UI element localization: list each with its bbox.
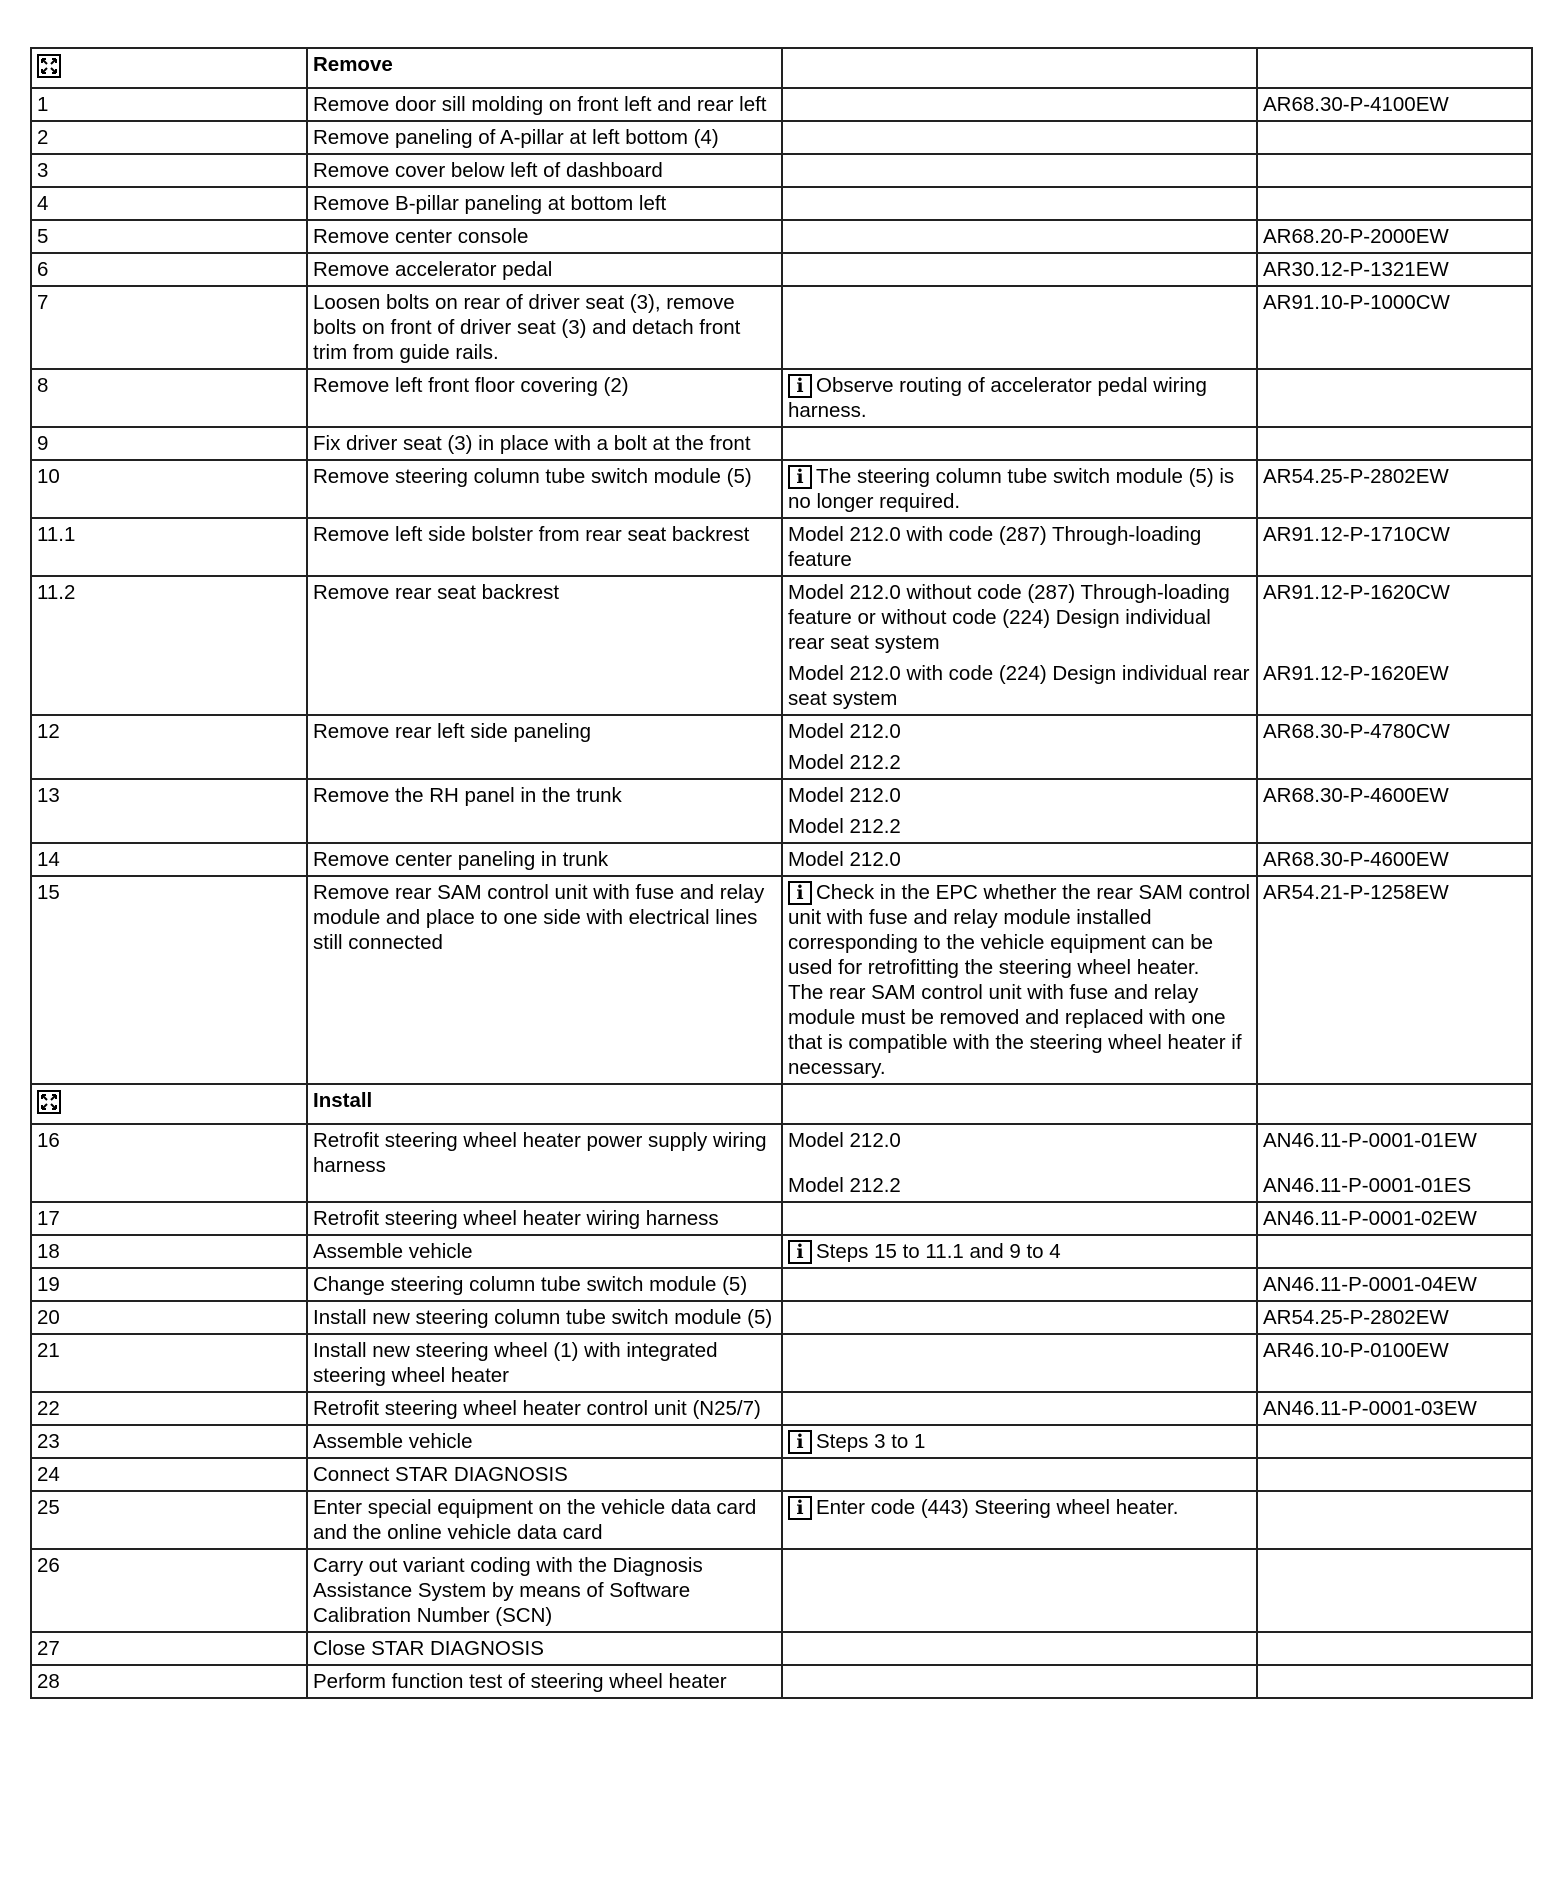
reference-text: AR68.30-P-4600EW xyxy=(1263,848,1449,871)
reference-code xyxy=(1257,286,1532,369)
note-text: Model 212.0 without code (287) Through-loading feature or without code (224) Design individual rear seat system xyxy=(788,581,1230,654)
table-row xyxy=(31,518,1532,576)
table-row xyxy=(31,1235,1532,1268)
table-row xyxy=(31,427,1532,460)
reference-text: AR68.30-P-4100EW xyxy=(1263,93,1449,116)
step-action: Remove center console xyxy=(307,220,782,253)
info-icon: i xyxy=(788,1496,812,1520)
table-row xyxy=(31,121,1532,154)
step-note xyxy=(782,1425,1257,1458)
note-text: Observe routing of accelerator pedal wiring harness. xyxy=(788,374,1207,422)
table-row xyxy=(31,1268,1532,1301)
section-header-remove xyxy=(31,48,1532,88)
table-row xyxy=(31,876,1532,1084)
step-note xyxy=(782,1268,1257,1301)
table-row xyxy=(31,1202,1532,1235)
section-title: Install xyxy=(307,1084,782,1124)
note-text-secondary: Model 212.2 xyxy=(788,751,901,774)
procedure-sheet xyxy=(30,47,1519,1699)
reference-text: AR54.25-P-2802EW xyxy=(1263,1306,1449,1329)
step-note xyxy=(782,88,1257,121)
step-action: Install new steering wheel (1) with integrated steering wheel heater xyxy=(307,1334,782,1392)
step-number: 1 xyxy=(31,88,307,121)
step-number: 8 xyxy=(31,369,307,427)
step-note xyxy=(782,220,1257,253)
reference-code xyxy=(1257,876,1532,1084)
step-note xyxy=(782,460,1257,518)
step-action: Enter special equipment on the vehicle data card and the online vehicle data card xyxy=(307,1491,782,1549)
step-action: Assemble vehicle xyxy=(307,1235,782,1268)
step-note xyxy=(782,1124,1257,1202)
table-row xyxy=(31,1301,1532,1334)
table-row xyxy=(31,1392,1532,1425)
reference-text: AR91.10-P-1000CW xyxy=(1263,291,1450,314)
step-action: Remove B-pillar paneling at bottom left xyxy=(307,187,782,220)
step-action: Remove left side bolster from rear seat backrest xyxy=(307,518,782,576)
step-number: 20 xyxy=(31,1301,307,1334)
step-number: 16 xyxy=(31,1124,307,1202)
reference-code xyxy=(1257,88,1532,121)
note-text-block xyxy=(788,1429,1251,1454)
reference-code xyxy=(1257,715,1532,779)
step-note xyxy=(782,1491,1257,1549)
step-number: 19 xyxy=(31,1268,307,1301)
note-text: Model 212.0 xyxy=(788,784,901,807)
note-text-block xyxy=(788,1495,1251,1520)
step-number: 11.1 xyxy=(31,518,307,576)
reference-code xyxy=(1257,1425,1532,1458)
reference-text: AR68.30-P-4780CW xyxy=(1263,720,1450,743)
note-text: Model 212.0 xyxy=(788,848,901,871)
note-text-block xyxy=(788,464,1251,514)
step-note xyxy=(782,427,1257,460)
note-text-block xyxy=(788,373,1251,423)
table-row xyxy=(31,779,1532,843)
step-number: 18 xyxy=(31,1235,307,1268)
step-action: Remove rear seat backrest xyxy=(307,576,782,715)
step-number: 22 xyxy=(31,1392,307,1425)
note-text-block xyxy=(788,847,1251,872)
reference-text: AN46.11-P-0001-01EW xyxy=(1263,1129,1477,1152)
reference-code xyxy=(1257,1632,1532,1665)
step-note xyxy=(782,253,1257,286)
table-row xyxy=(31,286,1532,369)
reference-text: AR91.12-P-1710CW xyxy=(1263,523,1450,546)
reference-text: AR68.20-P-2000EW xyxy=(1263,225,1449,248)
step-action: Remove paneling of A-pillar at left bottom (4) xyxy=(307,121,782,154)
step-action: Carry out variant coding with the Diagnosis Assistance System by means of Software Calibration Number (SCN) xyxy=(307,1549,782,1632)
step-note xyxy=(782,1235,1257,1268)
step-number: 25 xyxy=(31,1491,307,1549)
info-icon: i xyxy=(788,881,812,905)
step-number: 2 xyxy=(31,121,307,154)
reference-code xyxy=(1257,1665,1532,1698)
step-number: 24 xyxy=(31,1458,307,1491)
table-row xyxy=(31,1632,1532,1665)
reference-text: AR54.25-P-2802EW xyxy=(1263,465,1449,488)
table-row xyxy=(31,1491,1532,1549)
note-text: Check in the EPC whether the rear SAM control unit with fuse and relay module installed corresponding to the vehicle equipment can be used for retrofitting the steering wheel heater. xyxy=(788,881,1251,979)
step-note xyxy=(782,369,1257,427)
step-action: Remove rear left side paneling xyxy=(307,715,782,779)
table-row xyxy=(31,154,1532,187)
note-text-block xyxy=(788,880,1251,980)
step-number: 11.2 xyxy=(31,576,307,715)
reference-code xyxy=(1257,427,1532,460)
step-number: 7 xyxy=(31,286,307,369)
reference-code xyxy=(1257,187,1532,220)
info-icon: i xyxy=(788,1240,812,1264)
step-action: Change steering column tube switch module (5) xyxy=(307,1268,782,1301)
note-text-block xyxy=(788,580,1251,655)
reference-text: AN46.11-P-0001-04EW xyxy=(1263,1273,1477,1296)
reference-code xyxy=(1257,1301,1532,1334)
reference-code xyxy=(1257,1124,1532,1202)
step-number: 21 xyxy=(31,1334,307,1392)
diagnosis-icon xyxy=(37,1090,61,1114)
reference-code xyxy=(1257,843,1532,876)
reference-code xyxy=(1257,121,1532,154)
reference-code xyxy=(1257,1268,1532,1301)
table-row xyxy=(31,1124,1532,1202)
reference-code xyxy=(1257,1334,1532,1392)
note-text: Model 212.0 xyxy=(788,1129,901,1152)
step-number: 5 xyxy=(31,220,307,253)
step-note xyxy=(782,1334,1257,1392)
table-row xyxy=(31,187,1532,220)
reference-code xyxy=(1257,220,1532,253)
note-text-block xyxy=(788,783,1251,808)
table-row xyxy=(31,253,1532,286)
table-row xyxy=(31,1549,1532,1632)
reference-code xyxy=(1257,460,1532,518)
reference-code xyxy=(1257,1549,1532,1632)
step-note xyxy=(782,1458,1257,1491)
step-note xyxy=(782,1632,1257,1665)
step-number: 15 xyxy=(31,876,307,1084)
step-number: 27 xyxy=(31,1632,307,1665)
reference-text-secondary: AR91.12-P-1620EW xyxy=(1263,662,1449,685)
step-note xyxy=(782,1301,1257,1334)
procedure-table xyxy=(30,47,1533,1699)
step-action: Remove accelerator pedal xyxy=(307,253,782,286)
table-row xyxy=(31,1334,1532,1392)
step-action: Remove the RH panel in the trunk xyxy=(307,779,782,843)
reference-text: AR30.12-P-1321EW xyxy=(1263,258,1449,281)
note-text: Model 212.0 with code (287) Through-loading feature xyxy=(788,523,1202,571)
note-text-secondary: Model 212.0 with code (224) Design individual rear seat system xyxy=(788,662,1250,710)
table-row xyxy=(31,220,1532,253)
step-action: Remove center paneling in trunk xyxy=(307,843,782,876)
step-number: 23 xyxy=(31,1425,307,1458)
reference-code xyxy=(1257,154,1532,187)
step-note xyxy=(782,876,1257,1084)
step-action: Retrofit steering wheel heater power supply wiring harness xyxy=(307,1124,782,1202)
reference-code xyxy=(1257,1235,1532,1268)
step-note xyxy=(782,1665,1257,1698)
table-row xyxy=(31,369,1532,427)
table-row xyxy=(31,460,1532,518)
section-header-install xyxy=(31,1084,1532,1124)
step-note xyxy=(782,187,1257,220)
reference-code xyxy=(1257,1458,1532,1491)
reference-text: AN46.11-P-0001-03EW xyxy=(1263,1397,1477,1420)
note-text-block xyxy=(788,719,1251,744)
reference-text: AR54.21-P-1258EW xyxy=(1263,881,1449,904)
step-note xyxy=(782,1392,1257,1425)
step-action: Remove left front floor covering (2) xyxy=(307,369,782,427)
step-number: 14 xyxy=(31,843,307,876)
reference-text-secondary: AN46.11-P-0001-01ES xyxy=(1263,1174,1472,1197)
table-row xyxy=(31,576,1532,715)
step-note xyxy=(782,715,1257,779)
reference-code xyxy=(1257,1392,1532,1425)
step-note xyxy=(782,286,1257,369)
step-action: Assemble vehicle xyxy=(307,1425,782,1458)
step-action: Retrofit steering wheel heater control unit (N25/7) xyxy=(307,1392,782,1425)
table-row xyxy=(31,1425,1532,1458)
step-note xyxy=(782,154,1257,187)
table-row xyxy=(31,1458,1532,1491)
note-text-secondary: Model 212.2 xyxy=(788,1174,901,1197)
step-number: 17 xyxy=(31,1202,307,1235)
step-action: Install new steering column tube switch module (5) xyxy=(307,1301,782,1334)
step-number: 26 xyxy=(31,1549,307,1632)
note-text: Steps 3 to 1 xyxy=(816,1430,926,1453)
reference-text: AR46.10-P-0100EW xyxy=(1263,1339,1449,1362)
step-action: Close STAR DIAGNOSIS xyxy=(307,1632,782,1665)
step-number: 12 xyxy=(31,715,307,779)
step-note xyxy=(782,121,1257,154)
step-note xyxy=(782,576,1257,715)
step-action: Retrofit steering wheel heater wiring harness xyxy=(307,1202,782,1235)
step-action: Remove steering column tube switch module (5) xyxy=(307,460,782,518)
note-text-block xyxy=(788,1128,1251,1153)
step-note xyxy=(782,518,1257,576)
reference-code xyxy=(1257,253,1532,286)
step-number: 6 xyxy=(31,253,307,286)
reference-text: AR91.12-P-1620CW xyxy=(1263,581,1450,604)
note-text: Enter code (443) Steering wheel heater. xyxy=(816,1496,1179,1519)
step-action: Perform function test of steering wheel heater xyxy=(307,1665,782,1698)
step-number: 13 xyxy=(31,779,307,843)
table-row xyxy=(31,843,1532,876)
note-text-secondary: Model 212.2 xyxy=(788,815,901,838)
reference-code xyxy=(1257,1202,1532,1235)
diagnosis-icon xyxy=(37,54,61,78)
step-note xyxy=(782,1202,1257,1235)
step-number: 28 xyxy=(31,1665,307,1698)
table-row xyxy=(31,88,1532,121)
step-number: 3 xyxy=(31,154,307,187)
info-icon: i xyxy=(788,1430,812,1454)
step-action: Fix driver seat (3) in place with a bolt at the front xyxy=(307,427,782,460)
step-note xyxy=(782,779,1257,843)
step-number: 10 xyxy=(31,460,307,518)
step-action: Loosen bolts on rear of driver seat (3), remove bolts on front of driver seat (3) and detach front trim from guide rails. xyxy=(307,286,782,369)
step-action: Connect STAR DIAGNOSIS xyxy=(307,1458,782,1491)
step-number: 9 xyxy=(31,427,307,460)
note-text: Steps 15 to 11.1 and 9 to 4 xyxy=(816,1240,1061,1263)
reference-text: AR68.30-P-4600EW xyxy=(1263,784,1449,807)
section-title: Remove xyxy=(307,48,782,88)
reference-code xyxy=(1257,576,1532,715)
reference-text: AN46.11-P-0001-02EW xyxy=(1263,1207,1477,1230)
step-action: Remove rear SAM control unit with fuse and relay module and place to one side with electrical lines still connected xyxy=(307,876,782,1084)
step-number: 4 xyxy=(31,187,307,220)
table-row xyxy=(31,715,1532,779)
note-text-block xyxy=(788,1239,1251,1264)
reference-code xyxy=(1257,1491,1532,1549)
note-text: Model 212.0 xyxy=(788,720,901,743)
table-row xyxy=(31,1665,1532,1698)
note-text-secondary: The rear SAM control unit with fuse and relay module must be removed and replaced with one that is compatible with the steering wheel heater if necessary. xyxy=(788,981,1242,1079)
step-action: Remove cover below left of dashboard xyxy=(307,154,782,187)
info-icon: i xyxy=(788,374,812,398)
step-action: Remove door sill molding on front left and rear left xyxy=(307,88,782,121)
step-note xyxy=(782,843,1257,876)
info-icon: i xyxy=(788,465,812,489)
reference-code xyxy=(1257,369,1532,427)
reference-code xyxy=(1257,779,1532,843)
reference-code xyxy=(1257,518,1532,576)
note-text-block xyxy=(788,522,1251,572)
step-note xyxy=(782,1549,1257,1632)
note-text: The steering column tube switch module (5) is no longer required. xyxy=(788,465,1235,513)
